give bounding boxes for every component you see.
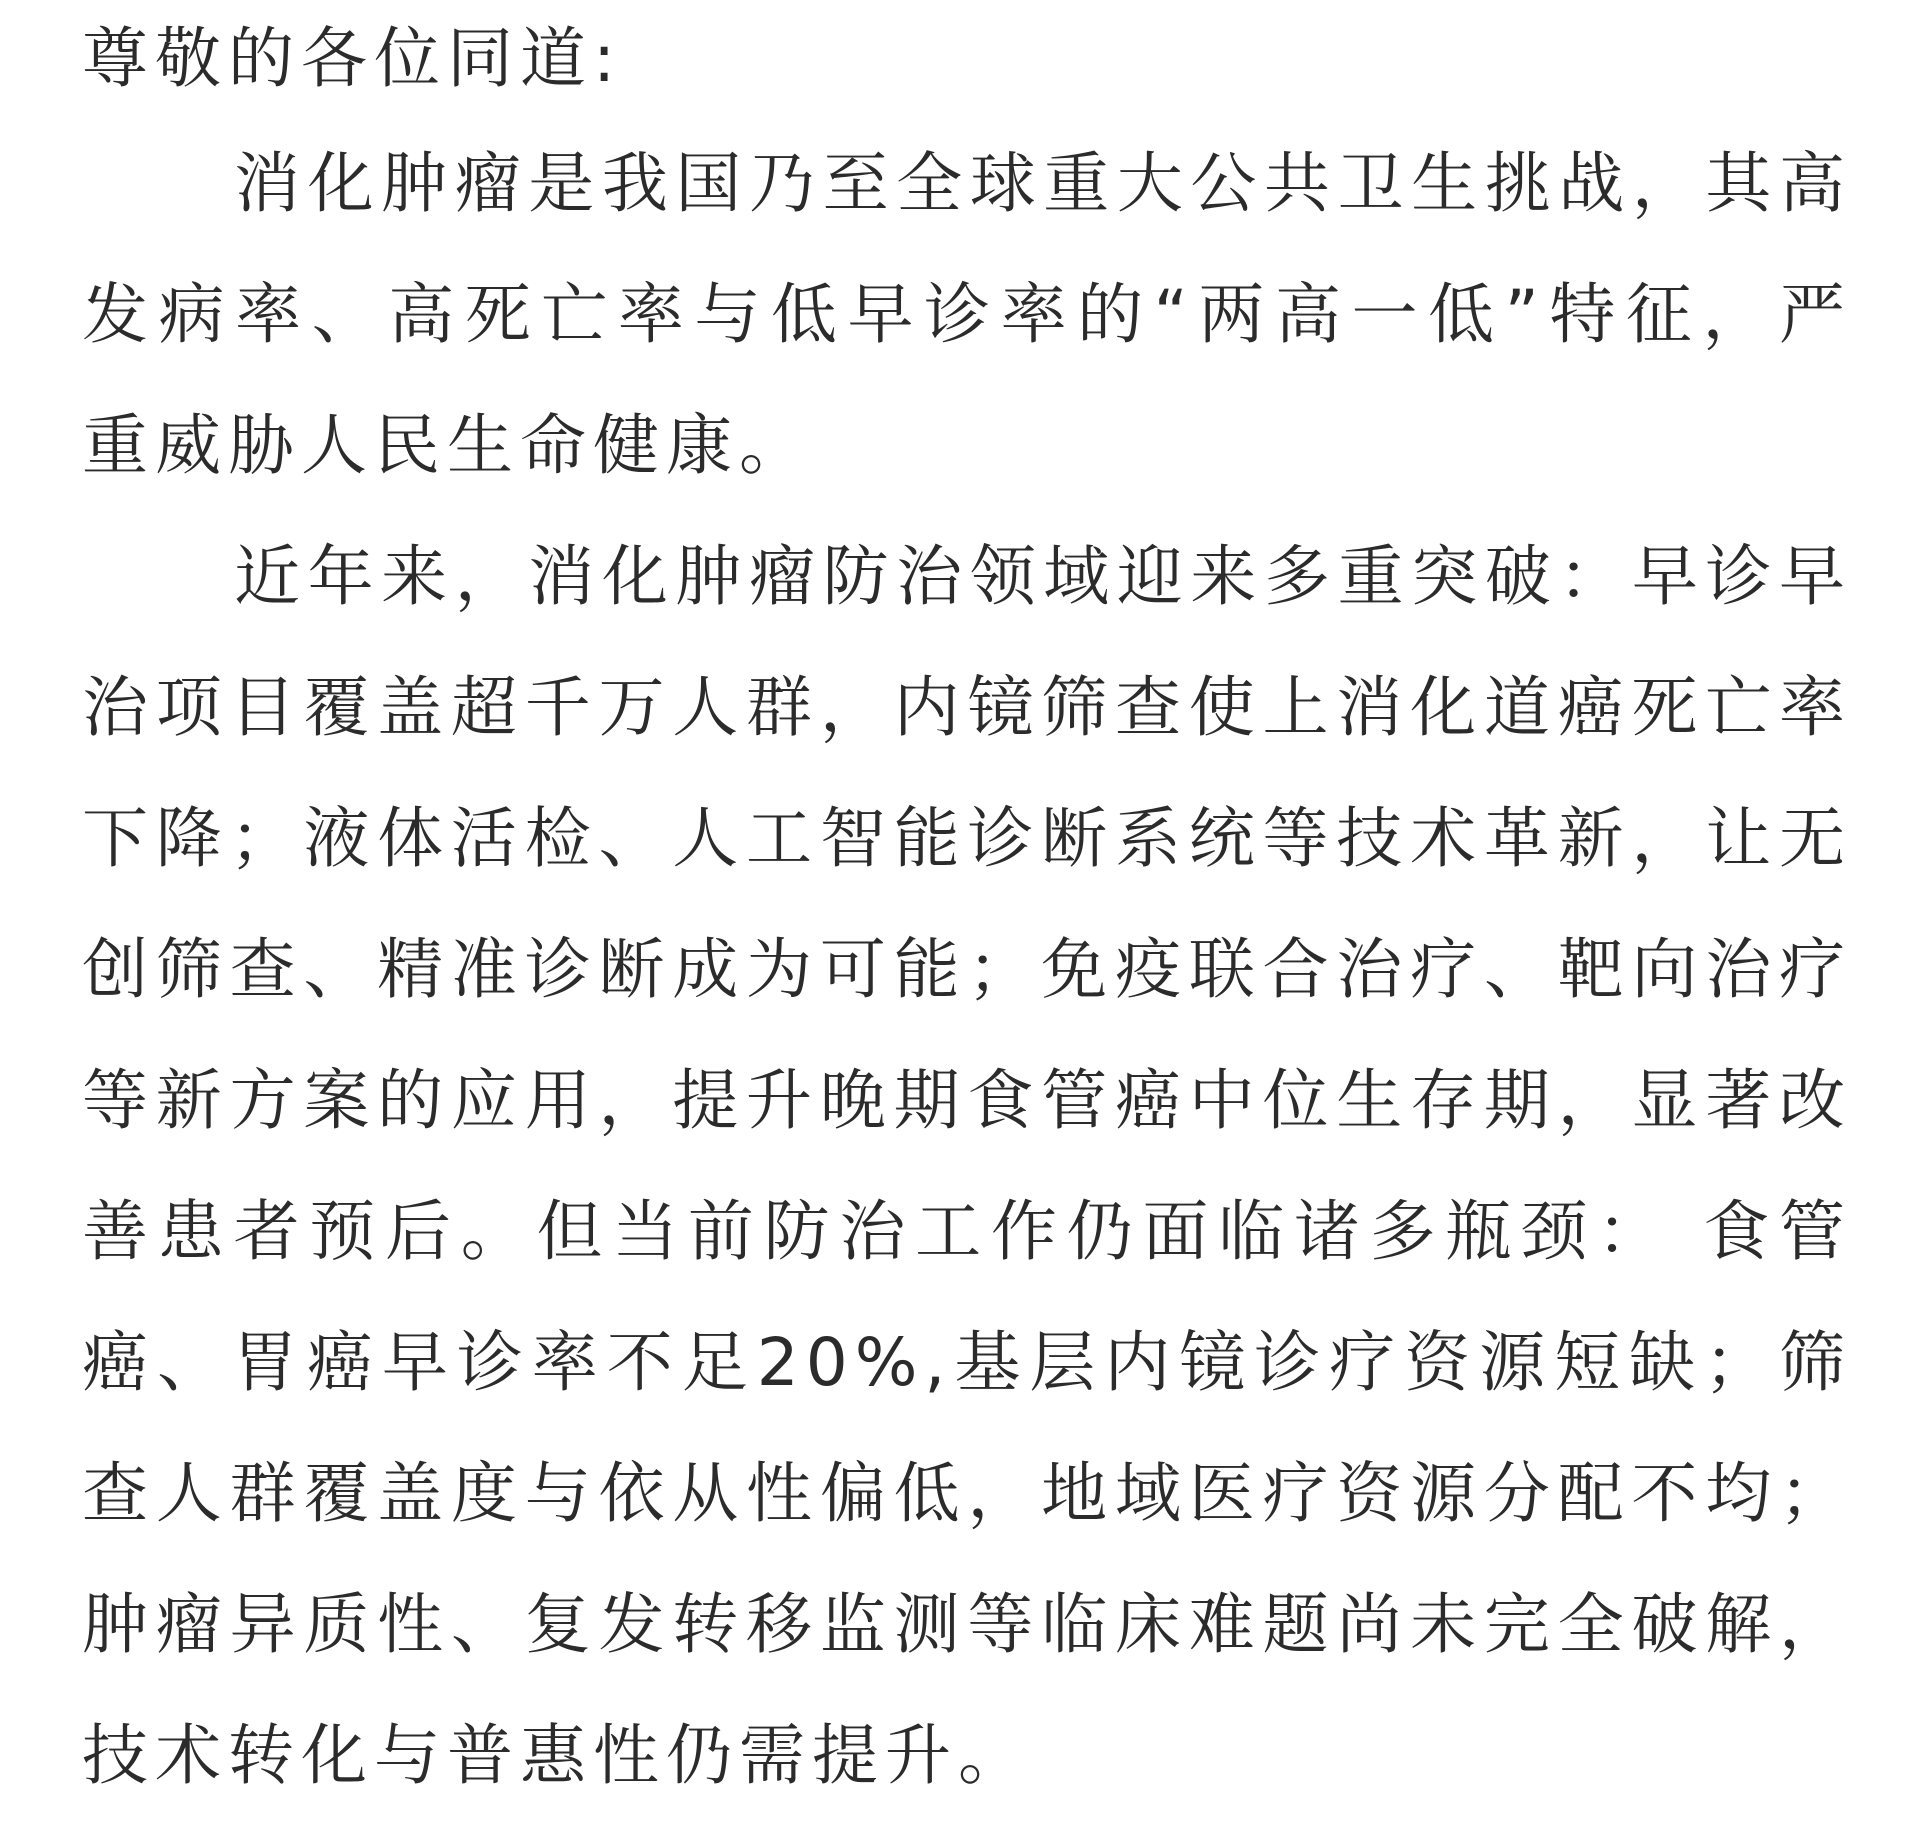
paragraph-1 [82, 118, 1852, 511]
letter-body [82, 0, 1852, 1821]
paragraph-line: 技术转化与普惠性仍需提升。 [82, 1717, 1031, 1794]
paragraph-line: 发病率、高死亡率与低早诊率的“两高一低”特征，严 [82, 276, 1852, 353]
paragraph-line: 癌、胃癌早诊率不足20%,基层内镜诊疗资源短缺；筛 [82, 1324, 1852, 1401]
paragraph-line: 下降；液体活检、人工智能诊断系统等技术革新，让无 [82, 800, 1852, 877]
paragraph-line: 重威胁人民生命健康。 [82, 407, 812, 484]
paragraph-line: 肿瘤异质性、复发转移监测等临床难题尚未完全破解， [82, 1586, 1852, 1663]
paragraph-line: 查人群覆盖度与依从性偏低，地域医疗资源分配不均； [82, 1455, 1852, 1532]
paragraph-line: 治项目覆盖超千万人群，内镜筛查使上消化道癌死亡率 [82, 669, 1852, 746]
paragraph-2 [82, 511, 1852, 1821]
paragraph-line: 近年来，消化肿瘤防治领域迎来多重突破：早诊早 [234, 538, 1852, 615]
paragraph-line: 善患者预后。但当前防治工作仍面临诸多瓶颈： 食管 [82, 1193, 1852, 1270]
paragraph-line: 等新方案的应用，提升晚期食管癌中位生存期，显著改 [82, 1062, 1852, 1139]
paragraph-line: 创筛查、精准诊断成为可能；免疫联合治疗、靶向治疗 [82, 931, 1852, 1008]
salutation: 尊敬的各位同道: [82, 20, 623, 97]
paragraph-line: 消化肿瘤是我国乃至全球重大公共卫生挑战，其高 [234, 145, 1852, 222]
